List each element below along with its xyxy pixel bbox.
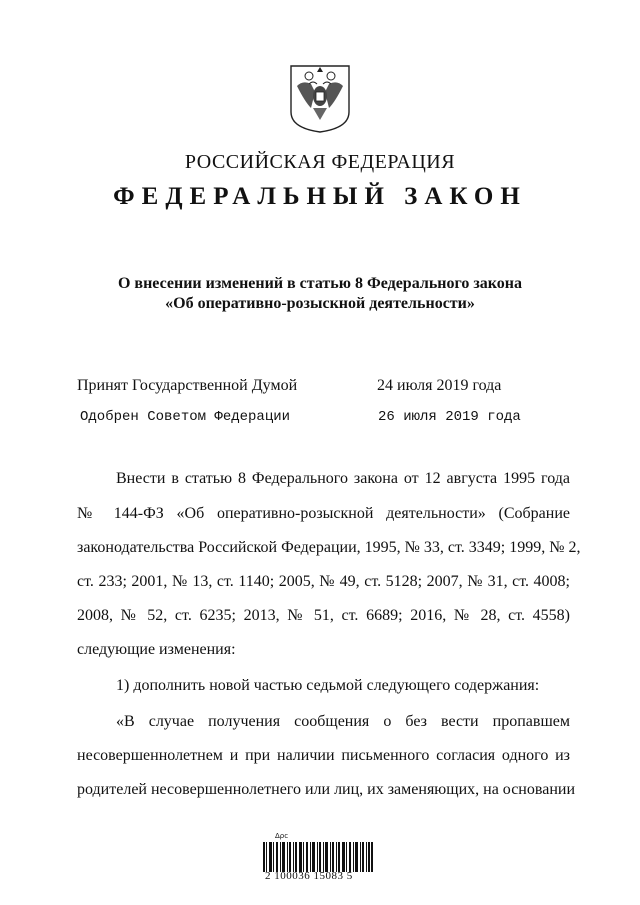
quote-line: несовершеннолетнем и при наличии письменного согласия одного из xyxy=(77,747,570,764)
law-title-line: «Об оперативно-розыскной деятельности» xyxy=(165,295,475,312)
barcode-bars-icon xyxy=(263,842,373,872)
coat-of-arms-icon xyxy=(287,62,353,134)
council-approval-date: 26 июля 2019 года xyxy=(378,409,521,425)
body-line: ст. 233; 2001, № 13, ст. 1140; 2005, № 49, ст. 5128; 2007, № 31, ст. 4008; xyxy=(77,573,570,590)
barcode-number: 2 100036 15083 5 xyxy=(265,870,353,882)
quote-line: «В случае получения сообщения о без вести пропавшем xyxy=(116,713,570,730)
body-line: Внести в статью 8 Федерального закона от 12 августа 1995 года xyxy=(116,470,570,487)
law-title xyxy=(0,274,640,314)
body-line: законодательства Российской Федерации, 1995, № 33, ст. 3349; 1999, № 2, xyxy=(77,539,581,556)
body-line: № 144-ФЗ «Об оперативно-розыскной деятельности» (Собрание xyxy=(77,505,570,522)
list-item: 1) дополнить новой частью седьмой следующего содержания: xyxy=(116,677,540,694)
body-line: 2008, № 52, ст. 6235; 2013, № 51, ст. 6689; 2016, № 28, ст. 4558) xyxy=(77,607,570,624)
law-title-line: О внесении изменений в статью 8 Федерального закона xyxy=(117,275,523,292)
duma-adoption-label: Принят Государственной Думой xyxy=(77,377,298,394)
body-line: следующие изменения: xyxy=(77,641,236,658)
barcode xyxy=(263,832,383,882)
country-heading: РОССИЙСКАЯ ФЕДЕРАЦИЯ xyxy=(184,151,456,173)
barcode-mark: Δρc xyxy=(275,832,289,840)
council-approval-label: Одобрен Советом Федерации xyxy=(80,409,291,425)
quote-line: родителей несовершеннолетнего или лиц, их заменяющих, на основании xyxy=(77,781,575,798)
duma-adoption-date: 24 июля 2019 года xyxy=(377,377,502,394)
law-type-heading: ФЕДЕРАЛЬНЫЙ ЗАКОН xyxy=(113,183,527,210)
